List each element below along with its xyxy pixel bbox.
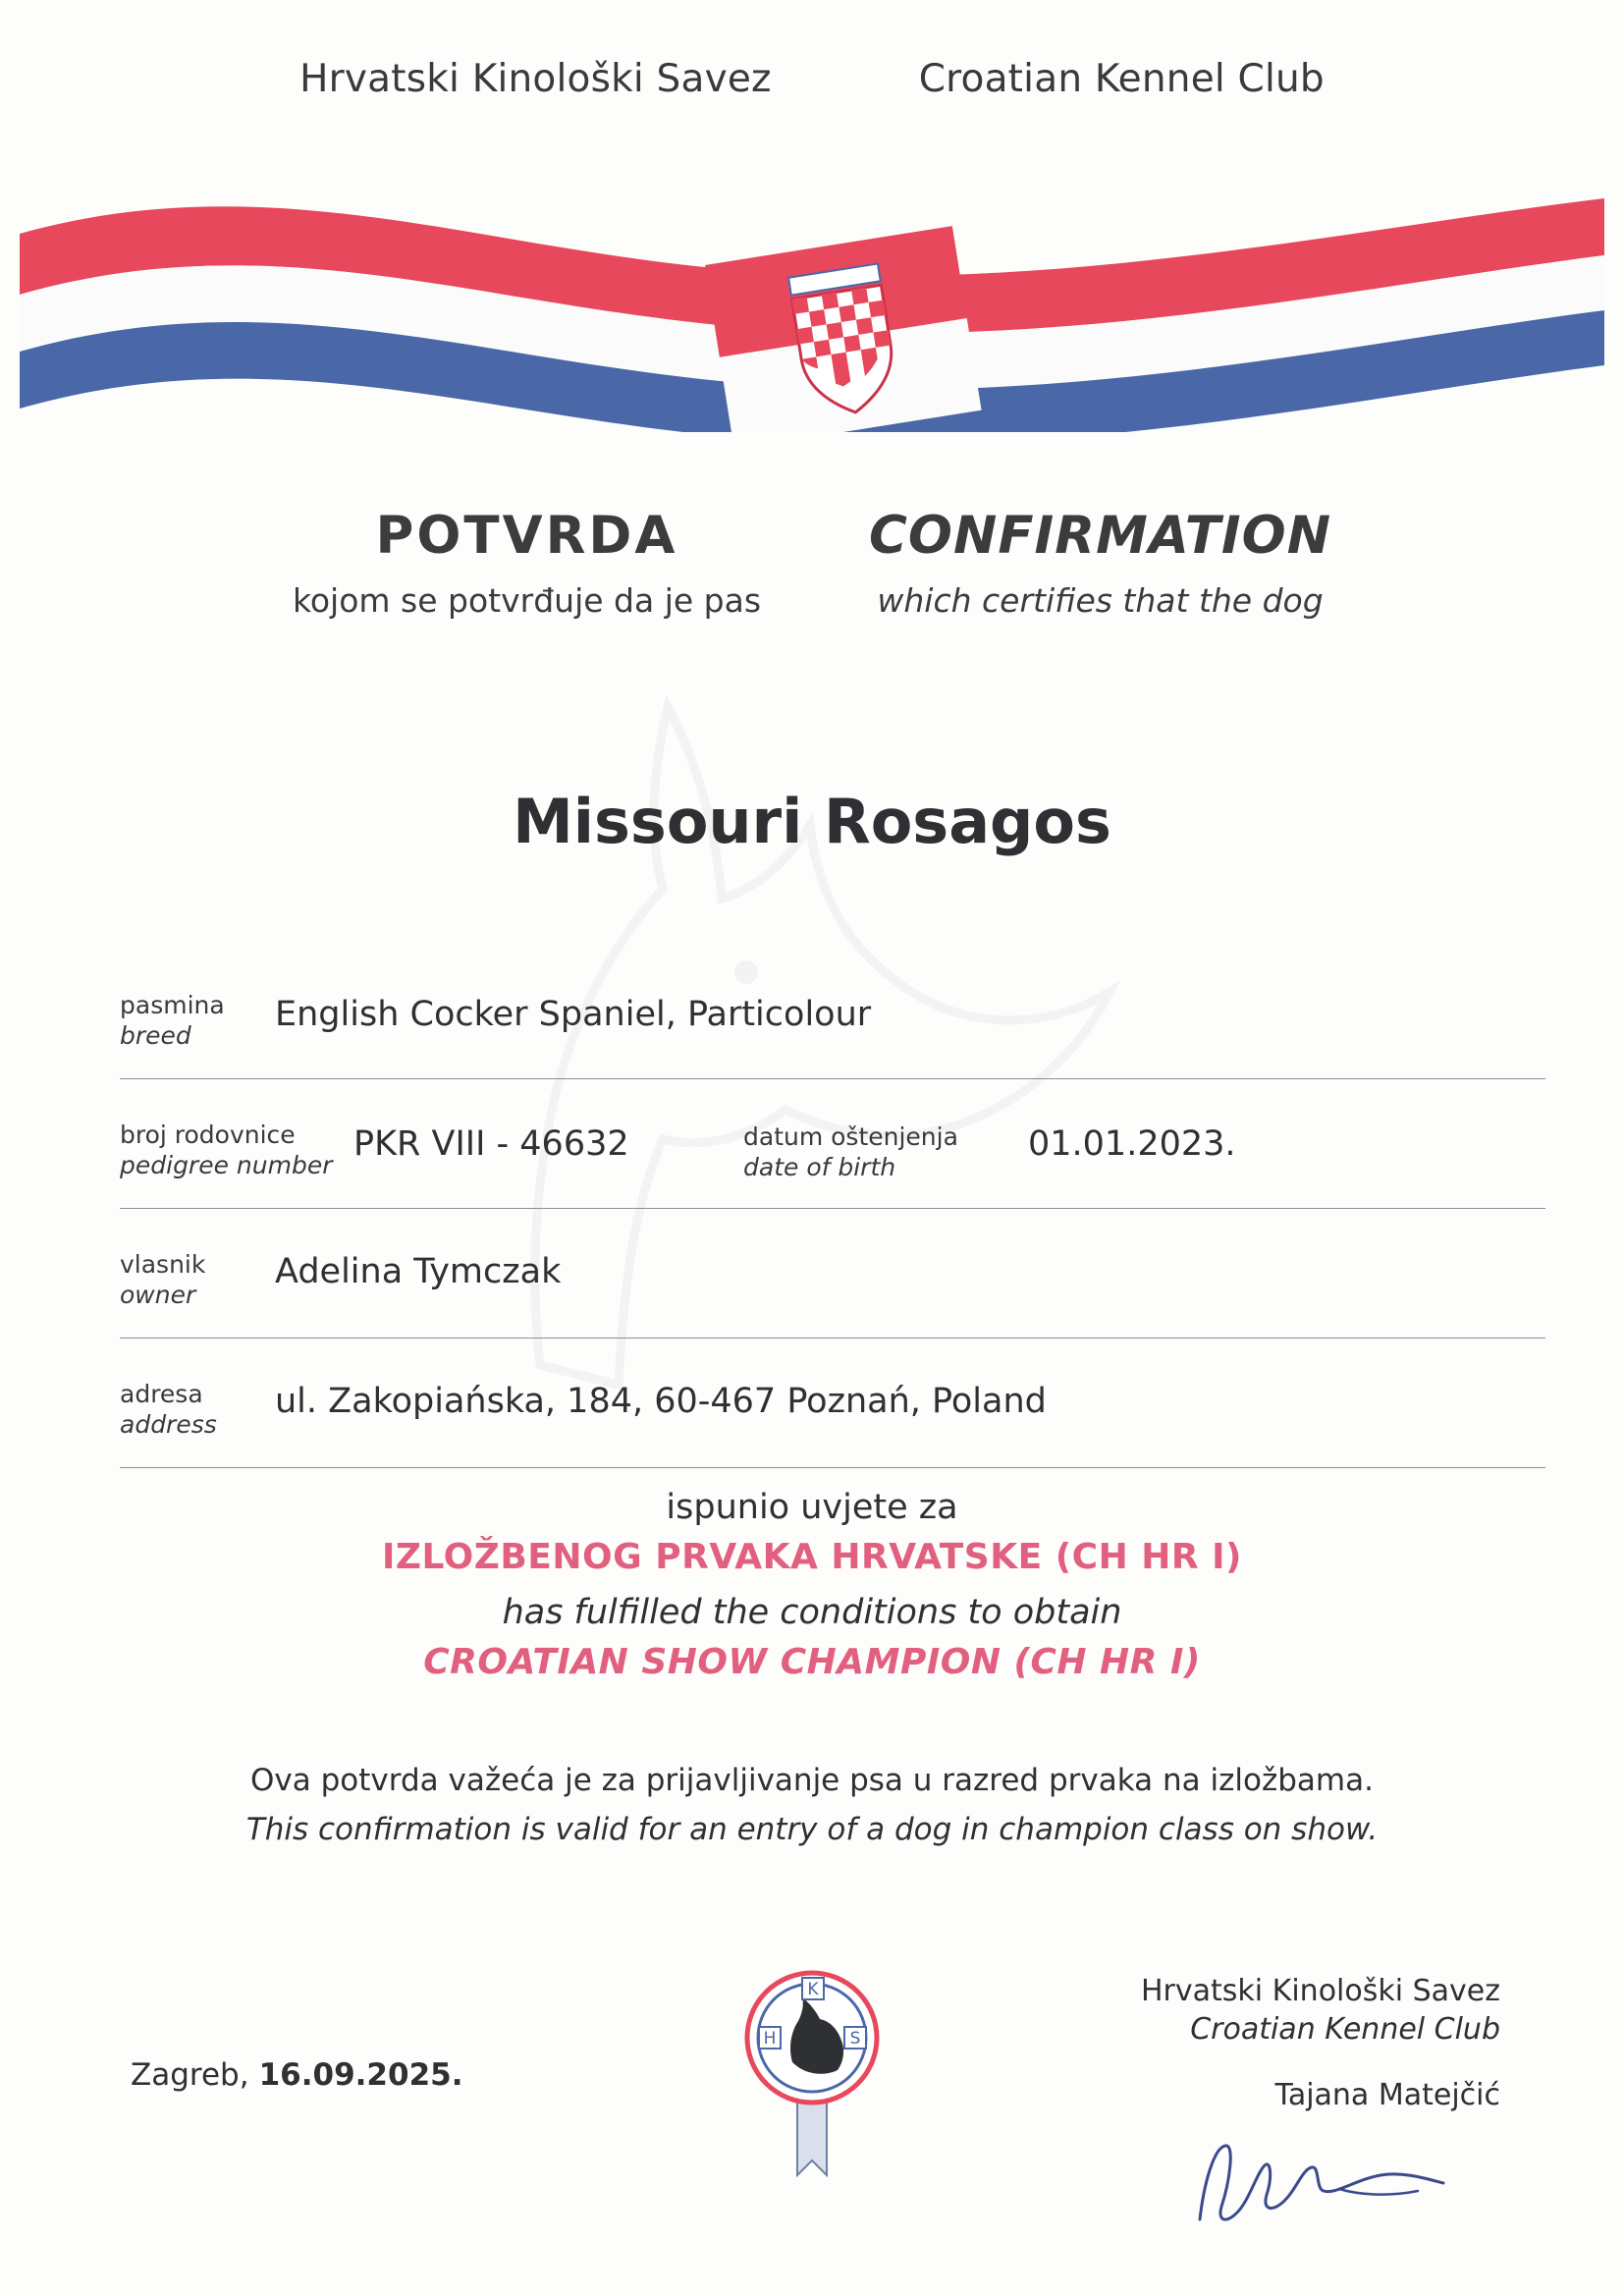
award-title-english: CROATIAN SHOW CHAMPION (CH HR I) [423, 1642, 1201, 1682]
place-and-date [131, 2057, 462, 2093]
address-value: ul. Zakopiańska, 184, 60-467 Poznań, Poland [275, 1382, 1047, 1421]
seal-letter-s: S [849, 2029, 861, 2049]
header-org-croatian: Hrvatski Kinološki Savez [299, 57, 772, 101]
field-row-pedigree-dob [120, 1107, 1545, 1236]
subtitle-croatian: kojom se potvrđuje da je pas [292, 581, 762, 620]
seal-letter-k: K [807, 1980, 819, 1999]
issue-date: 16.09.2025. [258, 2057, 463, 2093]
field-rule [120, 1467, 1545, 1468]
validity-croatian: Ova potvrda važeća je za prijavljivanje psa u razred prvaka na izložbama. [250, 1763, 1374, 1798]
issuer-croatian: Hrvatski Kinološki Savez [1141, 1974, 1500, 2008]
pedigree-number-value: PKR VIII - 46632 [353, 1124, 629, 1164]
award-section [0, 1488, 1624, 1682]
field-row-address [120, 1366, 1545, 1496]
issuer-english: Croatian Kennel Club [1190, 2012, 1500, 2047]
field-rule [120, 1208, 1545, 1209]
validity-english: This confirmation is valid for an entry of a dog in champion class on show. [245, 1812, 1379, 1847]
field-row-owner [120, 1236, 1545, 1366]
award-title-croatian: IZLOŽBENOG PRVAKA HRVATSKE (CH HR I) [382, 1537, 1242, 1577]
address-label: adresa address [120, 1380, 217, 1439]
title-croatian: POTVRDA [375, 506, 678, 566]
subtitle-english: which certifies that the dog [877, 581, 1324, 620]
owner-label: vlasnik owner [120, 1250, 206, 1309]
breed-value: English Cocker Spaniel, Particolour [275, 995, 872, 1034]
validity-section [0, 1763, 1624, 1847]
handwritten-signature [1192, 2126, 1457, 2244]
croatian-flag-ribbon-graphic [0, 108, 1624, 432]
pedigree-number-label: broj rodovnice pedigree number [120, 1121, 333, 1179]
dog-name: Missouri Rosagos [513, 786, 1111, 857]
kennel-club-seal-icon [743, 1964, 881, 2190]
signatory-name: Tajana Matejčić [1274, 2078, 1500, 2112]
header [0, 57, 1624, 101]
title-english: CONFIRMATION [869, 506, 1332, 566]
date-of-birth-label: datum oštenjenja date of birth [743, 1122, 958, 1181]
owner-value: Adelina Tymczak [275, 1252, 562, 1291]
signature-block [1141, 1974, 1500, 2112]
fields-section [120, 977, 1545, 1496]
field-rule [120, 1078, 1545, 1079]
title-croatian-block [293, 506, 761, 620]
breed-label: pasmina breed [120, 991, 225, 1050]
header-org-english: Croatian Kennel Club [918, 57, 1325, 101]
award-intro-english: has fulfilled the conditions to obtain [502, 1593, 1122, 1632]
field-rule [120, 1338, 1545, 1339]
place: Zagreb, [131, 2057, 249, 2093]
field-row-breed [120, 977, 1545, 1107]
date-of-birth-value: 01.01.2023. [1028, 1124, 1236, 1164]
title-section [0, 506, 1624, 620]
award-intro-croatian: ispunio uvjete za [666, 1488, 958, 1527]
title-english-block [869, 506, 1331, 620]
seal-letter-h: H [763, 2029, 777, 2049]
